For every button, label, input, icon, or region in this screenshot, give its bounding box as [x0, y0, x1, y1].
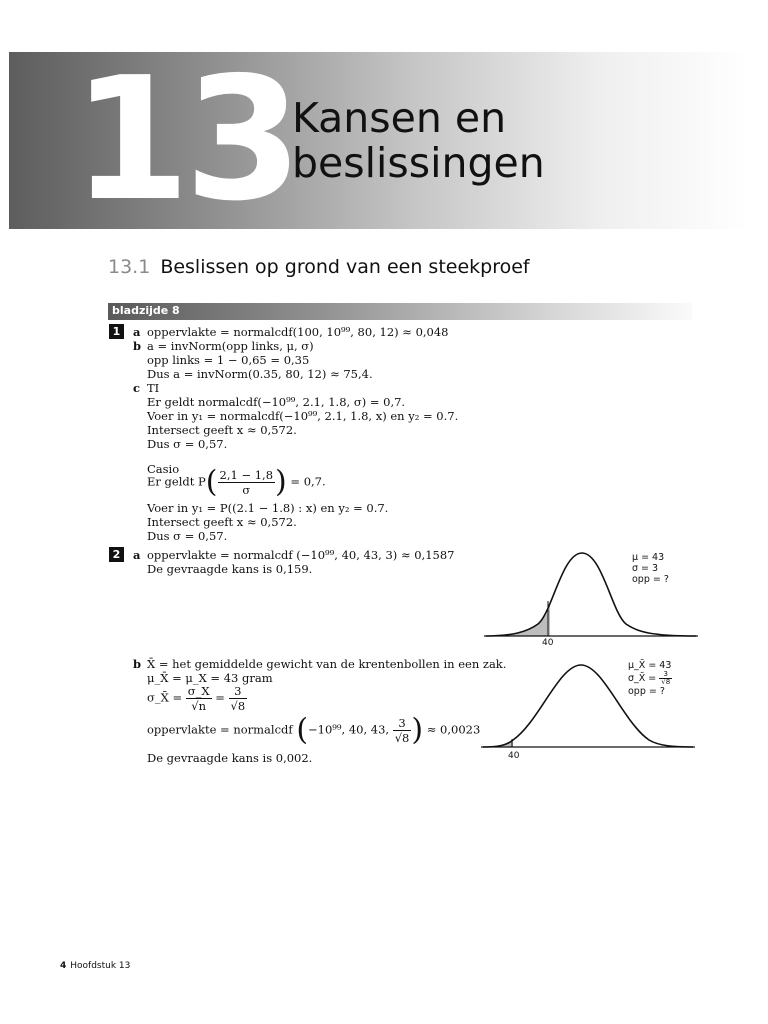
q2-b-opp-frac: [393, 716, 412, 745]
q2-b-sigma-lhs: σ_X̄ =: [147, 690, 183, 705]
q2-b-sigma-f1-num: σ_X: [187, 684, 210, 698]
graph-b-sigma-num: 3: [659, 671, 672, 679]
q1-ti-line3: Intersect geeft x ≈ 0,572.: [147, 423, 297, 437]
q2-b-sigma-frac1: [186, 684, 212, 713]
q2-b-opp-num: 3: [393, 716, 412, 731]
q2-b-opp-args: −10⁹⁹, 40, 43,: [308, 722, 390, 737]
q2-a-line1: oppervlakte = normalcdf (−10⁹⁹, 40, 43, 3) ≈ 0,1587: [147, 548, 455, 562]
q1-a-label: a: [133, 325, 141, 339]
section-number: 13.1: [108, 256, 151, 278]
footer-page-number: 4: [60, 961, 67, 971]
chapter-title-line2: beslissingen: [292, 139, 545, 187]
q1-casio-line2: Voer in y₁ = P((2.1 − 1.8) : x) en y₂ = 0.7.: [147, 501, 389, 515]
q1-ti-line4: Dus σ = 0,57.: [147, 437, 228, 451]
q2-b-line-final: De gevraagde kans is 0,002.: [147, 751, 313, 765]
q2-b-sigma-f2-den: √8: [230, 699, 246, 713]
bell-curve-a: [486, 553, 696, 636]
q1-ti-heading: TI: [147, 381, 160, 395]
normal-curve-graph-a: [482, 548, 702, 650]
graph-a-sigma: σ = 3: [632, 563, 659, 574]
footer-chapter-ref: Hoofdstuk 13: [70, 961, 131, 971]
q2-b-opp-line: [147, 712, 481, 748]
q2-b-label: b: [133, 657, 142, 671]
q1-casio-line4: Dus σ = 0,57.: [147, 529, 228, 543]
graph-b-opp: opp = ?: [628, 686, 665, 697]
q1-casio-prefix: Er geldt P: [147, 474, 206, 489]
q1-casio-line3: Intersect geeft x ≈ 0,572.: [147, 515, 297, 529]
q2-b-opp-result: ≈ 0,0023: [426, 722, 481, 737]
graph-b-mu: μ_X̄ = 43: [628, 660, 672, 671]
q2-b-line1: X̄ = het gemiddelde gewicht van de krentenbollen in een zak.: [147, 657, 507, 671]
q1-b-label: b: [133, 339, 142, 353]
q1-ti-line1: Er geldt normalcdf(−10⁹⁹, 2.1, 1.8, σ) = 0,7.: [147, 395, 406, 409]
section-title: Beslissen op grond van een steekproef: [160, 256, 530, 278]
q2-a-line2: De gevraagde kans is 0,159.: [147, 562, 313, 576]
q1-b-line3: Dus a = invNorm(0.35, 80, 12) ≈ 75,4.: [147, 367, 373, 381]
q2-b-sigma-eq: =: [215, 690, 225, 705]
page-label: bladzijde 8: [112, 304, 180, 317]
q1-b-line2: opp links = 1 − 0,65 = 0,35: [147, 353, 310, 367]
q1-casio-fraction: [218, 468, 276, 497]
graph-a-mu: μ = 43: [632, 552, 665, 563]
q2-b-sigma-f2-num: 3: [229, 684, 248, 699]
q2-a-label: a: [133, 548, 141, 562]
paren-left: (: [296, 712, 309, 748]
question-2-number: 2: [109, 547, 124, 562]
section-heading: [108, 256, 530, 278]
page-label-bar: [108, 303, 692, 320]
q1-casio-suffix: = 0,7.: [290, 474, 326, 489]
q1-c-label: c: [133, 381, 141, 395]
q2-b-line2: μ_X̄ = μ_X = 43 gram: [147, 671, 273, 685]
graph-b-sigma-prefix: σ_X̄ =: [628, 673, 657, 684]
paren-right: ): [411, 712, 424, 748]
graph-b-sigma-den: √8: [661, 678, 671, 686]
q1-casio-den: σ: [242, 483, 251, 497]
graph-b-sigma: [628, 671, 672, 686]
page-footer: [60, 961, 130, 971]
chapter-title-line1: Kansen en: [292, 94, 507, 142]
paren-right: ): [275, 464, 287, 500]
question-1-number: 1: [109, 324, 124, 339]
graph-b-sigma-frac: [659, 671, 672, 686]
graph-a-x-label: 40: [542, 638, 554, 648]
q1-casio-heading: Casio: [147, 462, 180, 476]
q1-a-line: oppervlakte = normalcdf(100, 10⁹⁹, 80, 12) ≈ 0,048: [147, 325, 449, 339]
q1-ti-line2: Voer in y₁ = normalcdf(−10⁹⁹, 2.1, 1.8, x) en y₂ = 0.7.: [147, 409, 459, 423]
shaded-area-a: [486, 601, 550, 636]
q1-casio-num: 2,1 − 1,8: [219, 468, 274, 482]
graph-b-x-label: 40: [508, 751, 520, 761]
q1-casio-line1: [147, 464, 326, 500]
chapter-title: [292, 96, 545, 186]
q2-b-sigma-line: [147, 684, 247, 713]
paren-left: (: [205, 464, 218, 500]
chapter-number: 13: [72, 41, 297, 239]
q2-b-opp-prefix: oppervlakte = normalcdf: [147, 722, 293, 737]
q2-b-opp-den: √8: [394, 731, 410, 745]
q2-b-sigma-f1-den: √n: [191, 699, 207, 713]
q1-b-line1: a = invNorm(opp links, μ, σ): [147, 339, 314, 353]
graph-a-opp: opp = ?: [632, 574, 669, 585]
q2-b-sigma-frac2: [229, 684, 248, 713]
